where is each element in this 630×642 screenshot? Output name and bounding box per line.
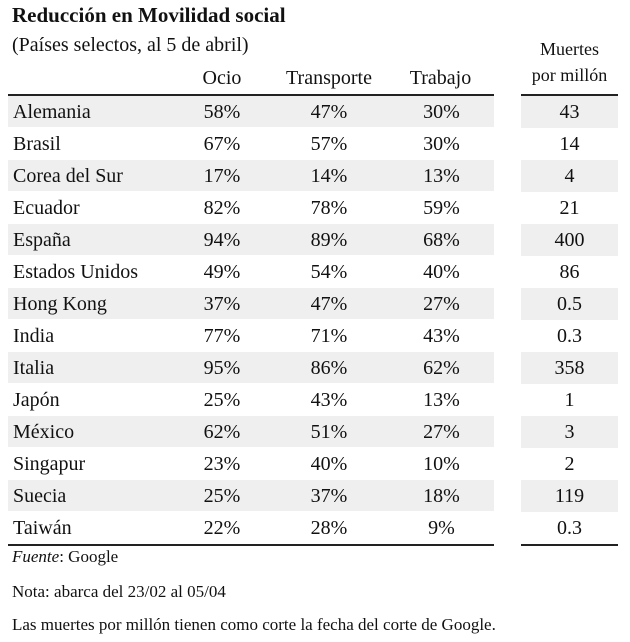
deaths-cell: 0.3 [557, 325, 582, 347]
transporte-cell: 78% [310, 197, 348, 219]
trabajo-cell: 13% [423, 165, 460, 187]
country-cell: Suecia [13, 485, 67, 507]
trabajo-cell: 40% [423, 261, 460, 283]
transporte-cell: 57% [310, 133, 348, 155]
deaths-cell: 0.5 [557, 293, 582, 315]
transporte-cell: 71% [310, 325, 348, 347]
deaths-cell: 3 [564, 421, 575, 443]
deaths-row [521, 128, 618, 160]
header-deaths-line1: Muertes [540, 39, 599, 59]
header-deaths-line2: por millón [531, 65, 608, 85]
deaths-table [521, 94, 618, 546]
table-row [8, 128, 494, 160]
table-row [8, 288, 494, 320]
ocio-cell: 62% [203, 421, 241, 443]
table-title: Reducción en Movilidad social [12, 3, 286, 27]
ocio-cell: 95% [203, 357, 241, 379]
country-cell: Taiwán [13, 517, 72, 539]
deaths-cell: 21 [559, 197, 580, 219]
deaths-row [521, 160, 618, 192]
country-cell: Estados Unidos [13, 261, 138, 283]
table-row [8, 256, 494, 288]
table-row [8, 192, 494, 224]
deaths-cell: 86 [559, 261, 580, 283]
trabajo-cell: 27% [423, 421, 460, 443]
deaths-row [521, 416, 618, 448]
transporte-cell: 40% [310, 453, 348, 475]
deaths-cell: 1 [564, 389, 575, 411]
deaths-row [521, 512, 618, 544]
transporte-cell: 86% [310, 357, 348, 379]
table-row [8, 352, 494, 384]
header-ocio: Ocio [202, 67, 242, 89]
deaths-cell: 119 [554, 485, 585, 507]
table-row [8, 320, 494, 352]
deaths-row [521, 352, 618, 384]
transporte-cell: 54% [310, 261, 348, 283]
deaths-cell: 358 [554, 357, 585, 379]
trabajo-cell: 13% [423, 389, 460, 411]
trabajo-cell: 68% [423, 229, 460, 251]
deaths-cell: 43 [559, 101, 580, 123]
transporte-cell: 89% [310, 229, 348, 251]
deaths-cell: 4 [564, 165, 575, 187]
transporte-cell: 51% [310, 421, 348, 443]
ocio-cell: 94% [203, 229, 241, 251]
footnote-source-label: Fuente [12, 547, 60, 566]
table-row [8, 480, 494, 512]
header-transporte: Transporte [286, 67, 372, 89]
header-trabajo: Trabajo [409, 67, 472, 89]
country-cell: Singapur [13, 453, 86, 475]
deaths-cell: 400 [554, 229, 585, 251]
deaths-row [521, 384, 618, 416]
ocio-cell: 77% [203, 325, 241, 347]
deaths-row [521, 448, 618, 480]
country-cell: Japón [13, 389, 60, 411]
mobility-table [8, 94, 494, 546]
country-cell: India [13, 325, 55, 347]
ocio-cell: 82% [203, 197, 241, 219]
trabajo-cell: 27% [423, 293, 460, 315]
trabajo-cell: 18% [423, 485, 460, 507]
table-row [8, 384, 494, 416]
footnote-source [12, 547, 118, 567]
trabajo-cell: 43% [423, 325, 460, 347]
country-cell: Ecuador [13, 197, 80, 219]
table-row [8, 224, 494, 256]
transporte-cell: 14% [310, 165, 348, 187]
country-cell: México [13, 421, 75, 443]
trabajo-cell: 62% [423, 357, 460, 379]
country-cell: Italia [13, 357, 55, 379]
footnote-source-value: : Google [59, 547, 119, 566]
country-cell: Hong Kong [13, 293, 107, 315]
trabajo-cell: 59% [423, 197, 460, 219]
table-row [8, 160, 494, 192]
deaths-row [521, 320, 618, 352]
footnote-nota: Nota: abarca del 23/02 al 05/04 [12, 582, 226, 601]
ocio-cell: 25% [203, 485, 241, 507]
country-cell: Alemania [13, 101, 91, 123]
country-cell: Corea del Sur [13, 165, 123, 187]
deaths-row [521, 192, 618, 224]
deaths-row [521, 96, 618, 128]
ocio-cell: 25% [203, 389, 241, 411]
table-subtitle: (Países selectos, al 5 de abril) [12, 34, 249, 56]
transporte-cell: 43% [310, 389, 348, 411]
trabajo-cell: 30% [423, 133, 460, 155]
deaths-row [521, 480, 618, 512]
ocio-cell: 49% [203, 261, 241, 283]
deaths-cell: 0.3 [557, 517, 582, 539]
deaths-cell: 2 [564, 453, 575, 475]
deaths-row [521, 288, 618, 320]
trabajo-cell: 9% [428, 517, 455, 539]
country-cell: Brasil [13, 133, 61, 155]
ocio-cell: 22% [203, 517, 241, 539]
ocio-cell: 23% [203, 453, 241, 475]
transporte-cell: 47% [310, 101, 348, 123]
ocio-cell: 67% [203, 133, 241, 155]
header-deaths [521, 36, 618, 88]
table-row [8, 96, 494, 128]
trabajo-cell: 30% [423, 101, 460, 123]
table-row [8, 448, 494, 480]
footnote-deaths: Las muertes por millón tienen como corte la fecha del corte de Google. [12, 615, 496, 634]
deaths-row [521, 256, 618, 288]
deaths-cell: 14 [559, 133, 580, 155]
ocio-cell: 17% [203, 165, 241, 187]
transporte-cell: 37% [310, 485, 348, 507]
ocio-cell: 58% [203, 101, 241, 123]
table-row [8, 512, 494, 544]
transporte-cell: 47% [310, 293, 348, 315]
transporte-cell: 28% [310, 517, 348, 539]
deaths-row [521, 224, 618, 256]
trabajo-cell: 10% [423, 453, 460, 475]
country-cell: España [13, 229, 71, 251]
table-row [8, 416, 494, 448]
ocio-cell: 37% [203, 293, 241, 315]
